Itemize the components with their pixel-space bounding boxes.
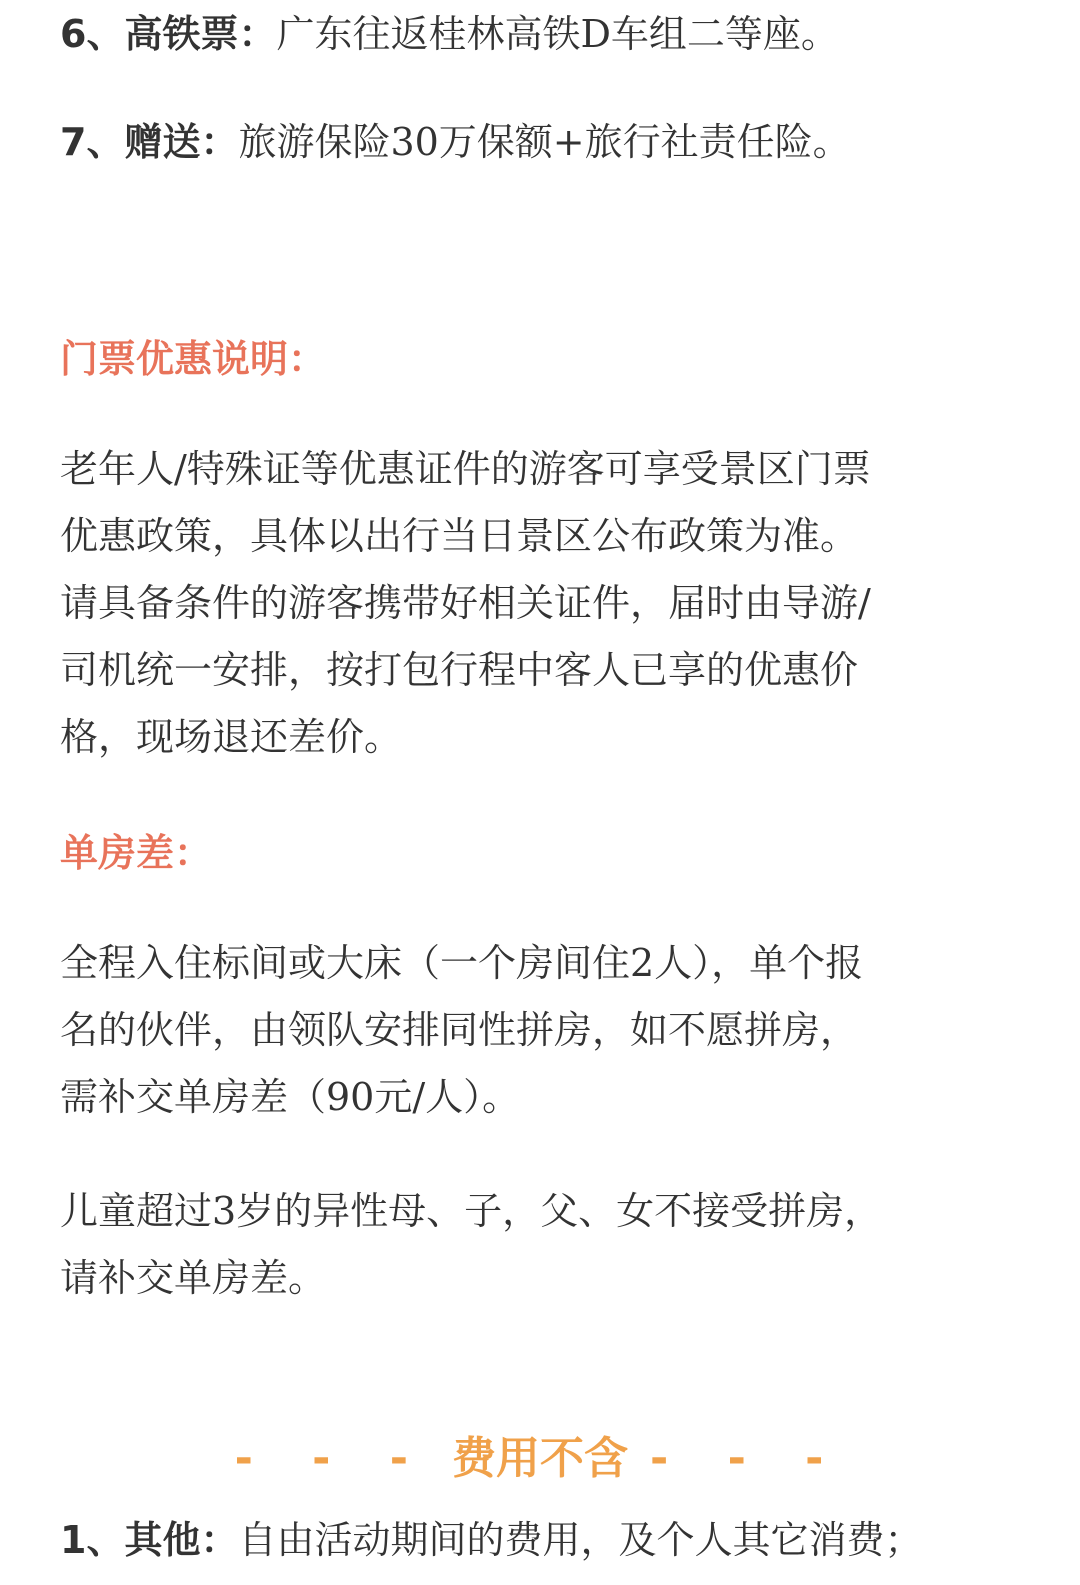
ticket-discount-heading: 门票优惠说明： — [60, 337, 327, 381]
paragraph-line: 需补交单房差（90元/人）。 — [60, 1075, 521, 1119]
paragraph-line: 全程入住标间或大床（一个房间住2人），单个报 — [60, 941, 864, 985]
item-lead: 6、高铁票： — [60, 12, 277, 56]
item-text: 广东往返桂林高铁D车组二等座。 — [276, 12, 839, 56]
divider-dashes-right: - - - — [650, 1433, 846, 1484]
paragraph-line: 司机统一安排，按打包行程中客人已享的优惠价 — [60, 648, 859, 692]
item-high-speed-rail — [60, 12, 839, 56]
paragraph-line: 优惠政策，具体以出行当日景区公布政策为准。 — [60, 514, 859, 558]
single-room-paragraph-1 — [60, 930, 1020, 1131]
item-text: 旅游保险30万保额+旅行社责任险。 — [238, 120, 851, 164]
item-gift — [60, 120, 851, 164]
paragraph-line: 名的伙伴，由领队安排同性拼房，如不愿拼房， — [60, 1008, 859, 1052]
single-room-heading: 单房差： — [60, 831, 213, 875]
divider-dashes-left: - - - — [234, 1433, 430, 1484]
paragraph-line: 格，现场退还差价。 — [60, 715, 403, 759]
item-lead: 7、赠送： — [60, 120, 239, 164]
paragraph-line: 请具备条件的游客携带好相关证件，届时由导游/ — [60, 581, 871, 625]
single-room-paragraph-2 — [60, 1178, 1020, 1312]
excluded-section-divider — [0, 1432, 1080, 1486]
excluded-title: 费用不含 — [452, 1433, 628, 1484]
ticket-discount-paragraph — [60, 436, 1020, 771]
paragraph-line: 儿童超过3岁的异性母、子，父、女不接受拼房， — [60, 1189, 883, 1233]
item-other — [60, 1518, 922, 1562]
item-lead: 1、其他： — [60, 1518, 239, 1562]
paragraph-line: 老年人/特殊证等优惠证件的游客可享受景区门票 — [60, 447, 871, 491]
paragraph-line: 请补交单房差。 — [60, 1256, 327, 1300]
item-text: 自由活动期间的费用，及个人其它消费； — [238, 1518, 923, 1562]
